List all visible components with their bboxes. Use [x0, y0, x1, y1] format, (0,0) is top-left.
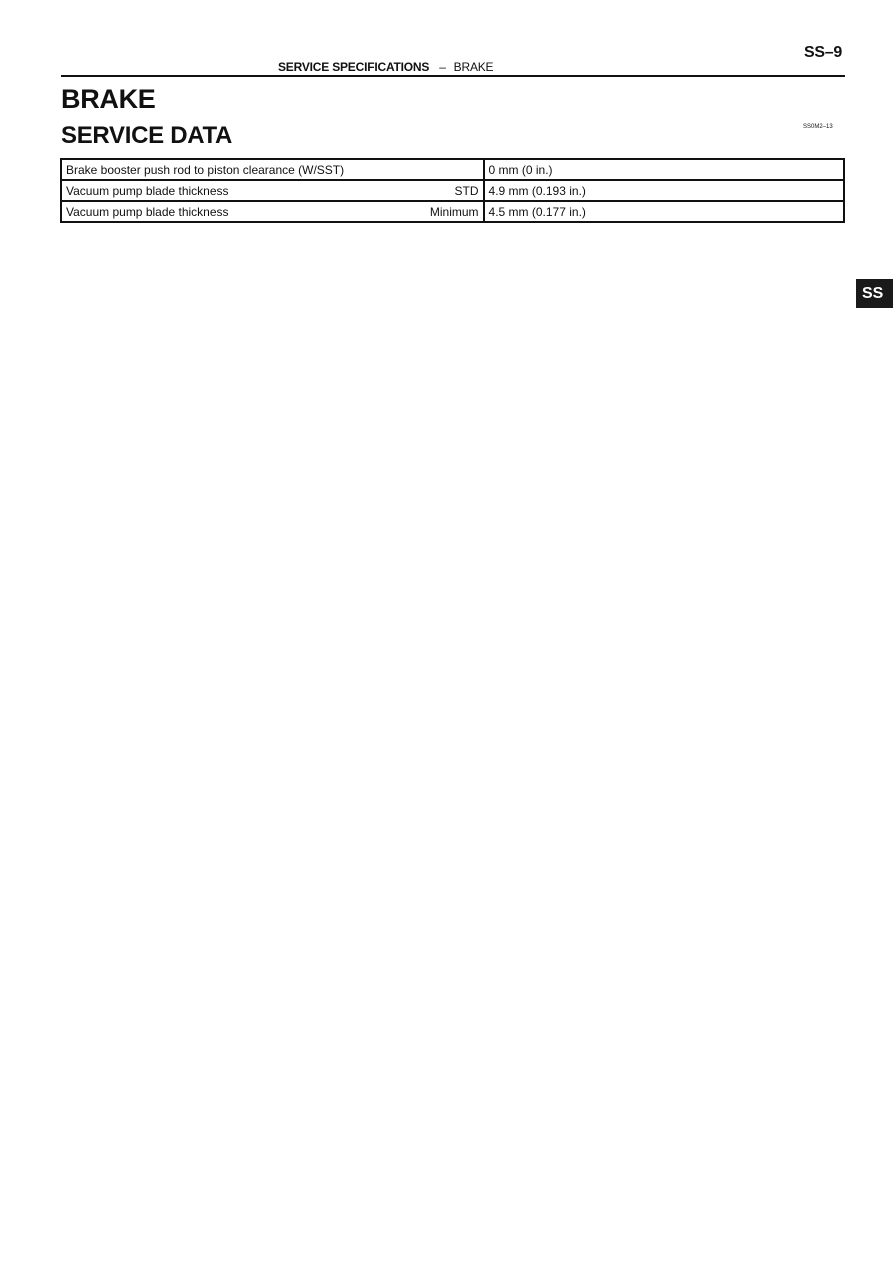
value-cell: 4.9 mm (0.193 in.) [484, 180, 844, 201]
table-row [61, 159, 844, 180]
service-data-title: SERVICE DATA [61, 122, 233, 149]
table-row [61, 201, 844, 222]
value-cell: 0 mm (0 in.) [484, 159, 844, 180]
table-row [61, 180, 844, 201]
header-rule [61, 75, 845, 77]
item-label: Vacuum pump blade thickness [66, 183, 229, 198]
item-cell [61, 201, 484, 222]
item-qualifier: STD [454, 183, 479, 198]
item-label: Brake booster push rod to piston clearance (W/SST) [66, 162, 345, 177]
document-code: SS0M2–13 [803, 124, 833, 130]
service-data-table [60, 158, 845, 223]
header-separator: – [439, 60, 446, 74]
running-header [278, 60, 493, 74]
item-cell [61, 159, 484, 180]
item-qualifier: Minimum [429, 204, 479, 219]
item-cell [61, 180, 484, 201]
item-label: Vacuum pump blade thickness [66, 204, 229, 219]
header-subsection: BRAKE [453, 60, 494, 74]
value-cell: 4.5 mm (0.177 in.) [484, 201, 844, 222]
page-number: SS–9 [804, 44, 842, 61]
section-title: BRAKE [61, 84, 156, 114]
header-section: SERVICE SPECIFICATIONS [278, 60, 430, 74]
section-side-tab: SS [856, 279, 893, 308]
